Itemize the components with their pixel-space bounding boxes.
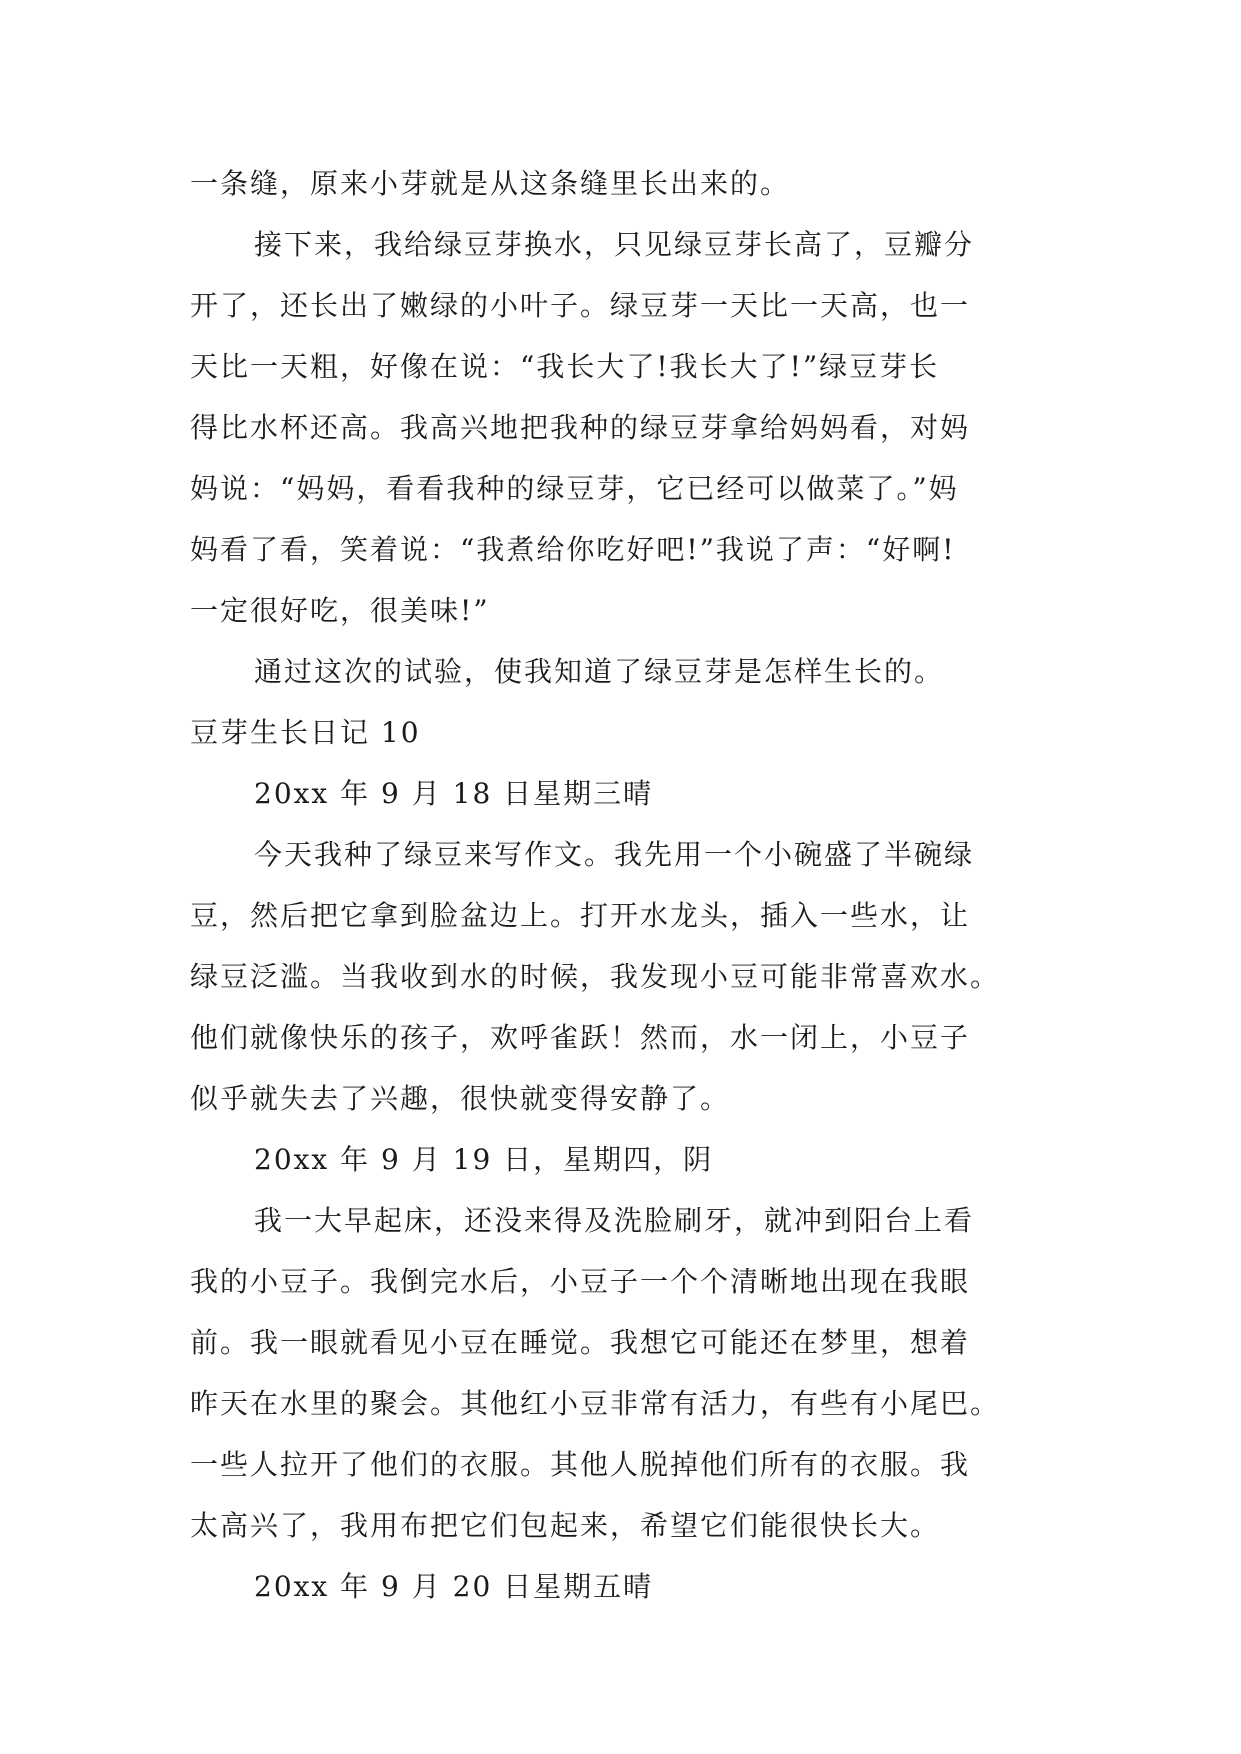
text-line: 今天我种了绿豆来写作文。我先用一个小碗盛了半碗绿 (254, 838, 975, 871)
text-line: 妈说：“妈妈，看看我种的绿豆芽，它已经可以做菜了。”妈 (190, 472, 959, 505)
text-line: 通过这次的试验，使我知道了绿豆芽是怎样生长的。 (254, 655, 945, 688)
text-line: 得比水杯还高。我高兴地把我种的绿豆芽拿给妈妈看，对妈 (190, 411, 971, 444)
diary-date: 20xx 年 9 月 18 日星期三晴 (254, 777, 654, 810)
text-line: 接下来，我给绿豆芽换水，只见绿豆芽长高了，豆瓣分 (254, 228, 975, 261)
diary-date: 20xx 年 9 月 19 日，星期四，阴 (254, 1143, 714, 1176)
text-line: 我的小豆子。我倒完水后，小豆子一个个清晰地出现在我眼 (190, 1265, 971, 1298)
text-line: 我一大早起床，还没来得及洗脸刷牙，就冲到阳台上看 (254, 1204, 975, 1237)
text-line: 开了，还长出了嫩绿的小叶子。绿豆芽一天比一天高，也一 (190, 289, 971, 322)
text-line: 前。我一眼就看见小豆在睡觉。我想它可能还在梦里，想着 (190, 1326, 971, 1359)
text-line: 太高兴了，我用布把它们包起来，希望它们能很快长大。 (190, 1509, 941, 1542)
text-line: 一定很好吃，很美味!” (190, 594, 490, 627)
text-line: 天比一天粗，好像在说：“我长大了!我长大了!”绿豆芽长 (190, 350, 940, 383)
text-line: 昨天在水里的聚会。其他红小豆非常有活力，有些有小尾巴。 (190, 1387, 1001, 1420)
text-line: 豆，然后把它拿到脸盆边上。打开水龙头，插入一些水，让 (190, 899, 971, 932)
diary-date: 20xx 年 9 月 20 日星期五晴 (254, 1570, 654, 1603)
text-line: 绿豆泛滥。当我收到水的时候，我发现小豆可能非常喜欢水。 (190, 960, 1001, 993)
text-line: 妈看了看，笑着说：“我煮给你吃好吧!”我说了声：“好啊! (190, 533, 956, 566)
text-line: 一条缝，原来小芽就是从这条缝里长出来的。 (190, 167, 791, 200)
text-line: 他们就像快乐的孩子，欢呼雀跃！然而，水一闭上，小豆子 (190, 1021, 971, 1054)
text-line: 一些人拉开了他们的衣服。其他人脱掉他们所有的衣服。我 (190, 1448, 971, 1481)
text-line: 似乎就失去了兴趣，很快就变得安静了。 (190, 1082, 731, 1115)
document-body (190, 153, 1070, 1617)
section-heading: 豆芽生长日记 10 (190, 716, 421, 749)
